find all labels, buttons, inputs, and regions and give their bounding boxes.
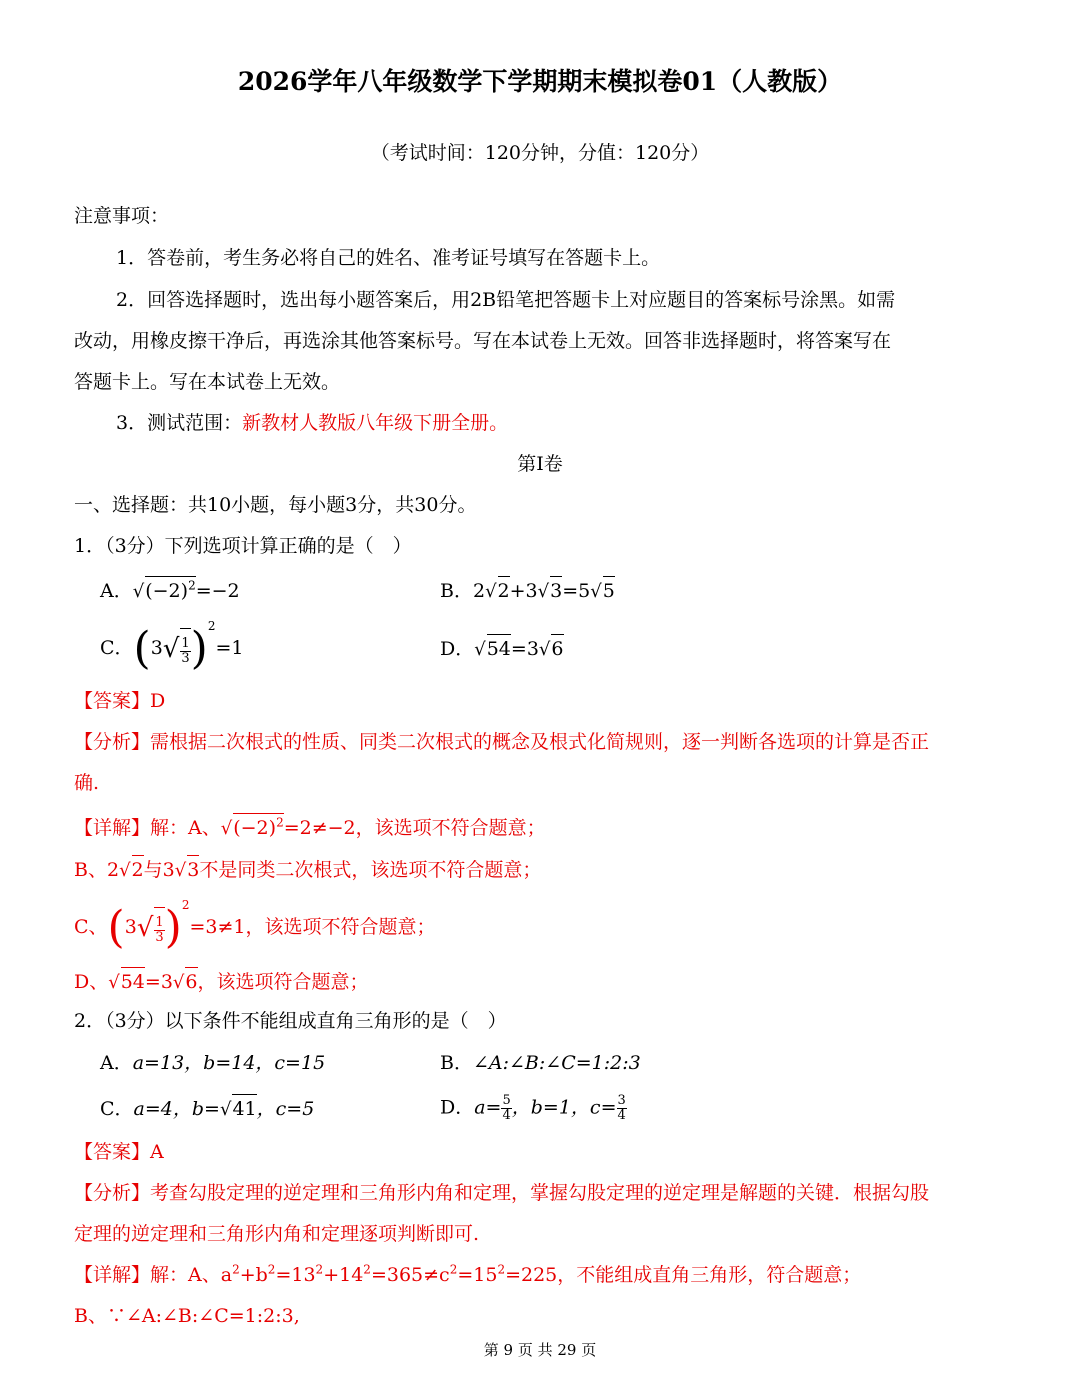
option-label: B． bbox=[440, 1052, 473, 1074]
page-footer: 第 9 页 共 29 页 bbox=[483, 1341, 597, 1359]
coef: 3 bbox=[150, 637, 163, 659]
option-text: ，b=1，c= bbox=[511, 1096, 617, 1119]
q1-option-a bbox=[100, 576, 240, 605]
q2-option-a bbox=[100, 1050, 325, 1076]
sqrt-icon: √ bbox=[136, 913, 154, 943]
denominator: 4 bbox=[617, 1108, 626, 1123]
detail-prefix: D、 bbox=[74, 971, 109, 993]
coef: 3 bbox=[124, 916, 137, 938]
q1-option-c bbox=[100, 619, 244, 674]
radicand bbox=[154, 907, 164, 949]
fraction bbox=[154, 916, 164, 945]
detail-rest: ，该选项符合题意； bbox=[197, 971, 369, 993]
detail-rest: =3≠1，该选项不符合题意； bbox=[189, 916, 436, 938]
radicand: 3 bbox=[187, 855, 199, 883]
notice-item-2-line-2: 改动，用橡皮擦干净后，再选涂其他答案标号。写在本试卷上无效。回答非选择题时，将答案写在 bbox=[74, 330, 892, 352]
option-text: ，c=5 bbox=[256, 1098, 315, 1120]
test-range: 新教材人教版八年级下册全册。 bbox=[242, 412, 509, 434]
sqrt-icon: √ bbox=[219, 1099, 232, 1120]
exponent: 2 bbox=[497, 1262, 506, 1277]
fraction bbox=[617, 1094, 627, 1123]
option-rest: =1 bbox=[215, 637, 244, 659]
numerator: 5 bbox=[502, 1093, 511, 1108]
radicand: 6 bbox=[551, 634, 563, 662]
sqrt-icon: √ bbox=[220, 818, 233, 839]
exponent: 2 bbox=[267, 1262, 276, 1277]
detail-prefix: C、 bbox=[74, 916, 108, 938]
denominator: 4 bbox=[502, 1108, 511, 1123]
option-label: D． bbox=[440, 1096, 475, 1119]
notice-item-3-prefix: 3．测试范围： bbox=[116, 412, 243, 434]
q1-detail-d bbox=[74, 967, 1006, 996]
radicand: 54 bbox=[487, 634, 511, 662]
exponent: 2 bbox=[188, 578, 196, 593]
q2-detail-a bbox=[74, 1262, 1006, 1288]
detail-text: =365≠c bbox=[370, 1264, 450, 1286]
q1-option-d bbox=[440, 634, 564, 663]
exponent: 2 bbox=[449, 1262, 458, 1277]
radicand-text: (−2) bbox=[145, 580, 189, 602]
radicand: 54 bbox=[121, 967, 145, 995]
q1-answer: 【答案】D bbox=[74, 690, 166, 712]
detail-text: +14 bbox=[323, 1264, 364, 1286]
option-label: D． bbox=[440, 638, 475, 660]
page-title: 2026学年八年级数学下学期期末模拟卷01（人教版） bbox=[237, 67, 843, 96]
q2-option-d bbox=[440, 1094, 627, 1123]
left-paren-icon: ( bbox=[107, 902, 125, 953]
detail-rest: 不是同类二次根式，该选项不符合题意； bbox=[199, 859, 542, 881]
sqrt-icon: √ bbox=[119, 860, 131, 881]
radicand: 41 bbox=[232, 1094, 256, 1122]
sqrt-icon: √ bbox=[162, 634, 180, 664]
detail-text: +b bbox=[239, 1264, 268, 1286]
left-paren-icon: ( bbox=[133, 623, 151, 674]
option-text: a= bbox=[474, 1096, 502, 1119]
exponent: 2 bbox=[363, 1262, 371, 1277]
sqrt-icon: √ bbox=[538, 639, 551, 660]
exponent: 2 bbox=[232, 1262, 240, 1277]
notice-item-1: 1．答卷前，考生务必将自己的姓名、准考证号填写在答题卡上。 bbox=[116, 247, 661, 269]
sqrt-icon: √ bbox=[108, 972, 120, 993]
option-label: A． bbox=[100, 580, 133, 602]
exponent: 2 bbox=[207, 619, 216, 633]
option-rest: =−2 bbox=[195, 580, 240, 602]
sqrt-icon: √ bbox=[485, 581, 497, 602]
q1-detail-c bbox=[74, 898, 1006, 953]
q2-answer: 【答案】A bbox=[74, 1141, 164, 1163]
sqrt-icon: √ bbox=[474, 639, 486, 660]
q1-detail-b bbox=[74, 855, 1006, 884]
q1-analysis-line-1: 【分析】需根据二次根式的性质、同类二次根式的概念及根式化简规则，逐一判断各选项的计算是否正 bbox=[74, 731, 930, 753]
radicand: 2 bbox=[498, 576, 510, 604]
q1-option-b bbox=[440, 576, 615, 605]
sqrt-icon: √ bbox=[590, 581, 602, 602]
radicand: 2 bbox=[132, 855, 144, 883]
question-1-stem: 1．（3分）下列选项计算正确的是（ ） bbox=[74, 535, 412, 557]
q1-detail-a bbox=[74, 813, 1006, 842]
radicand: 5 bbox=[603, 576, 615, 604]
volume-label: 第I卷 bbox=[517, 453, 563, 475]
notice-item-3 bbox=[116, 410, 1006, 436]
coef: 2 bbox=[472, 580, 486, 602]
radicand bbox=[233, 813, 283, 841]
fraction bbox=[180, 637, 190, 666]
detail-prefix: 【详解】解：A、 bbox=[74, 817, 221, 839]
numerator: 1 bbox=[181, 635, 190, 651]
detail-rest: =2≠−2，该选项不符合题意； bbox=[283, 817, 546, 839]
section-heading: 一、选择题：共10小题，每小题3分，共30分。 bbox=[74, 494, 477, 516]
q2-option-c bbox=[100, 1094, 314, 1123]
detail-prefix: 【详解】解：A、a bbox=[74, 1264, 233, 1286]
detail-text: =225，不能组成直角三角形，符合题意； bbox=[505, 1264, 862, 1286]
option-text: ∠A:∠B:∠C=1:2:3 bbox=[472, 1052, 641, 1074]
option-label: B． bbox=[440, 580, 473, 602]
notice-item-2-line-3: 答题卡上。写在本试卷上无效。 bbox=[74, 371, 341, 393]
radicand-text: (−2) bbox=[233, 817, 277, 839]
exponent: 2 bbox=[276, 815, 284, 830]
question-2-stem: 2．（3分）以下条件不能组成直角三角形的是（ ） bbox=[74, 1010, 507, 1032]
q2-analysis-line-1: 【分析】考查勾股定理的逆定理和三角形内角和定理，掌握勾股定理的逆定理是解题的关键．根据勾股 bbox=[74, 1182, 930, 1204]
coef: +3 bbox=[509, 580, 538, 602]
sqrt-icon: √ bbox=[174, 860, 187, 881]
exponent: 2 bbox=[315, 1262, 324, 1277]
radicand bbox=[180, 628, 190, 670]
notice-heading: 注意事项： bbox=[74, 205, 170, 227]
coef: =5 bbox=[562, 580, 591, 602]
option-label: C． bbox=[100, 1098, 134, 1120]
radicand bbox=[145, 576, 195, 604]
detail-text: =13 bbox=[275, 1264, 316, 1286]
option-text: a=13，b=14，c=15 bbox=[132, 1052, 326, 1074]
coef: =3 bbox=[510, 638, 539, 660]
q2-analysis-line-2: 定理的逆定理和三角形内角和定理逐项判断即可. bbox=[74, 1223, 480, 1245]
denominator: 3 bbox=[181, 650, 190, 666]
exam-info: （考试时间：120分钟，分值：120分） bbox=[370, 142, 710, 164]
denominator: 3 bbox=[155, 929, 164, 945]
detail-mid: =3 bbox=[144, 971, 173, 993]
fraction bbox=[501, 1094, 511, 1123]
numerator: 3 bbox=[617, 1093, 626, 1108]
q2-option-b bbox=[440, 1050, 641, 1076]
option-label: C． bbox=[100, 637, 134, 659]
notice-item-2-line-1: 2．回答选择题时，选出每小题答案后，用2B铅笔把答题卡上对应题目的答案标号涂黑。如需 bbox=[116, 289, 896, 311]
numerator: 1 bbox=[155, 914, 164, 930]
option-label: A． bbox=[100, 1052, 133, 1074]
right-paren-icon: ) bbox=[164, 902, 182, 953]
q1-analysis-line-2: 确. bbox=[74, 772, 100, 794]
option-text: a=4，b= bbox=[133, 1098, 220, 1120]
detail-text: =15 bbox=[457, 1264, 498, 1286]
detail-prefix: B、2 bbox=[74, 859, 120, 881]
right-paren-icon: ) bbox=[190, 623, 208, 674]
sqrt-icon: √ bbox=[132, 581, 145, 602]
detail-mid: 与3 bbox=[143, 859, 175, 881]
radicand: 6 bbox=[185, 967, 197, 995]
sqrt-icon: √ bbox=[537, 581, 550, 602]
radicand: 3 bbox=[550, 576, 562, 604]
sqrt-icon: √ bbox=[172, 972, 185, 993]
q2-detail-b: B、∵∠A:∠B:∠C=1:2:3, bbox=[74, 1305, 300, 1327]
exponent: 2 bbox=[181, 898, 190, 912]
